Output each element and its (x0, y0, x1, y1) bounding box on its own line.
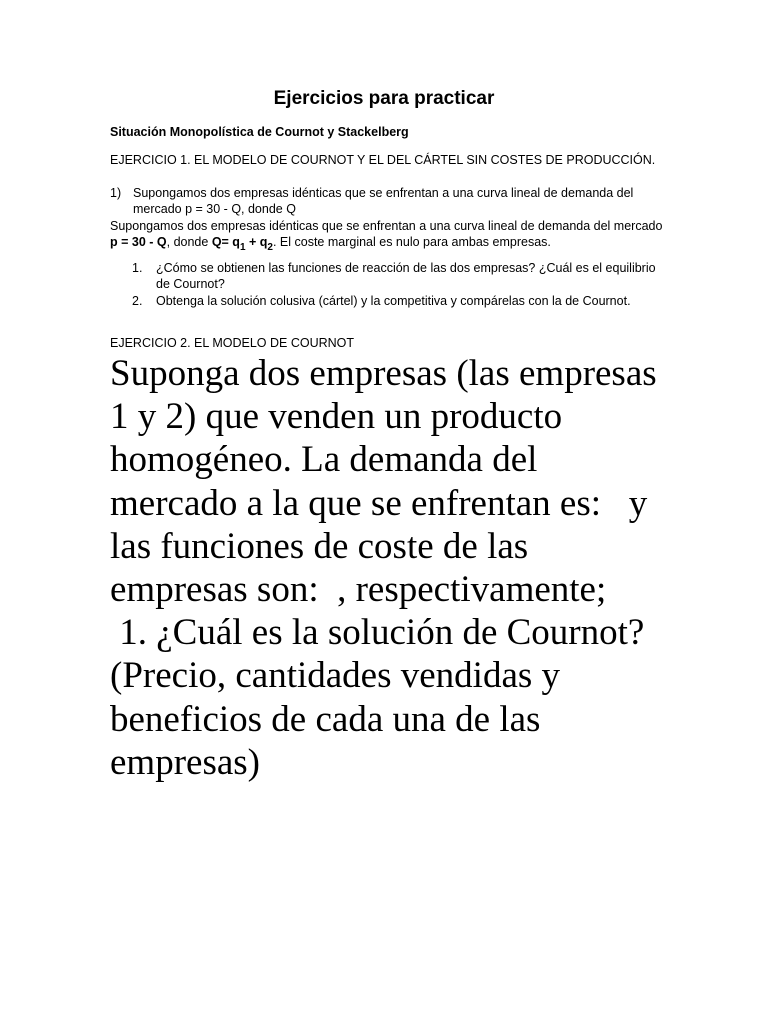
subscript-2: 2 (267, 242, 273, 253)
paragraph-text-b: , donde (166, 235, 212, 249)
question-text: Obtenga la solución colusiva (cártel) y la competitiva y compárelas con la de Cournot. (156, 294, 631, 308)
paragraph-text-a: Supongamos dos empresas idénticas que se enfrentan a una curva lineal de demanda del mercado (110, 219, 663, 233)
document-title: Ejercicios para practicar (273, 88, 495, 109)
exercise-2-heading: EJERCICIO 2. EL MODELO DE COURNOT (110, 336, 355, 350)
exercise-1-paragraph (110, 218, 670, 253)
list-item (110, 260, 670, 292)
question-number: 2. (132, 294, 143, 308)
quantity-sum-b: + q (245, 235, 268, 249)
exercise-2-body: Suponga dos empresas (las empresas 1 y 2) que venden un producto homogéneo. La demanda del mercado a la que se enfrentan es: y las funciones de coste de las empresas son: , respectivamente; 1. ¿Cuál es la solución de Cournot? (Precio, cantidades vendidas y beneficios de cada una de las empresas) (110, 353, 657, 783)
document-subtitle: Situación Monopolística de Cournot y Stackelberg (110, 125, 409, 139)
paragraph-text-c: . El coste marginal es nulo para ambas empresas. (272, 235, 551, 249)
subscript-1: 1 (239, 242, 246, 253)
item-text: Supongamos dos empresas idénticas que se enfrentan a una curva lineal de demanda del mercado p = 30 - Q, donde Q (133, 186, 634, 216)
demand-equation: p = 30 - Q (110, 235, 167, 249)
quantity-sum-a: Q= q (211, 235, 240, 249)
item-number: 1) (110, 186, 122, 200)
exercise-1-heading: EJERCICIO 1. EL MODELO DE COURNOT Y EL DEL CÁRTEL SIN COSTES DE PRODUCCIÓN. (110, 153, 656, 167)
question-number: 1. (132, 261, 143, 275)
question-text: ¿Cómo se obtienen las funciones de reacción de las dos empresas? ¿Cuál es el equilibrio de Cournot? (156, 261, 656, 291)
list-item (110, 293, 670, 309)
exercise-1-questions (110, 260, 670, 310)
